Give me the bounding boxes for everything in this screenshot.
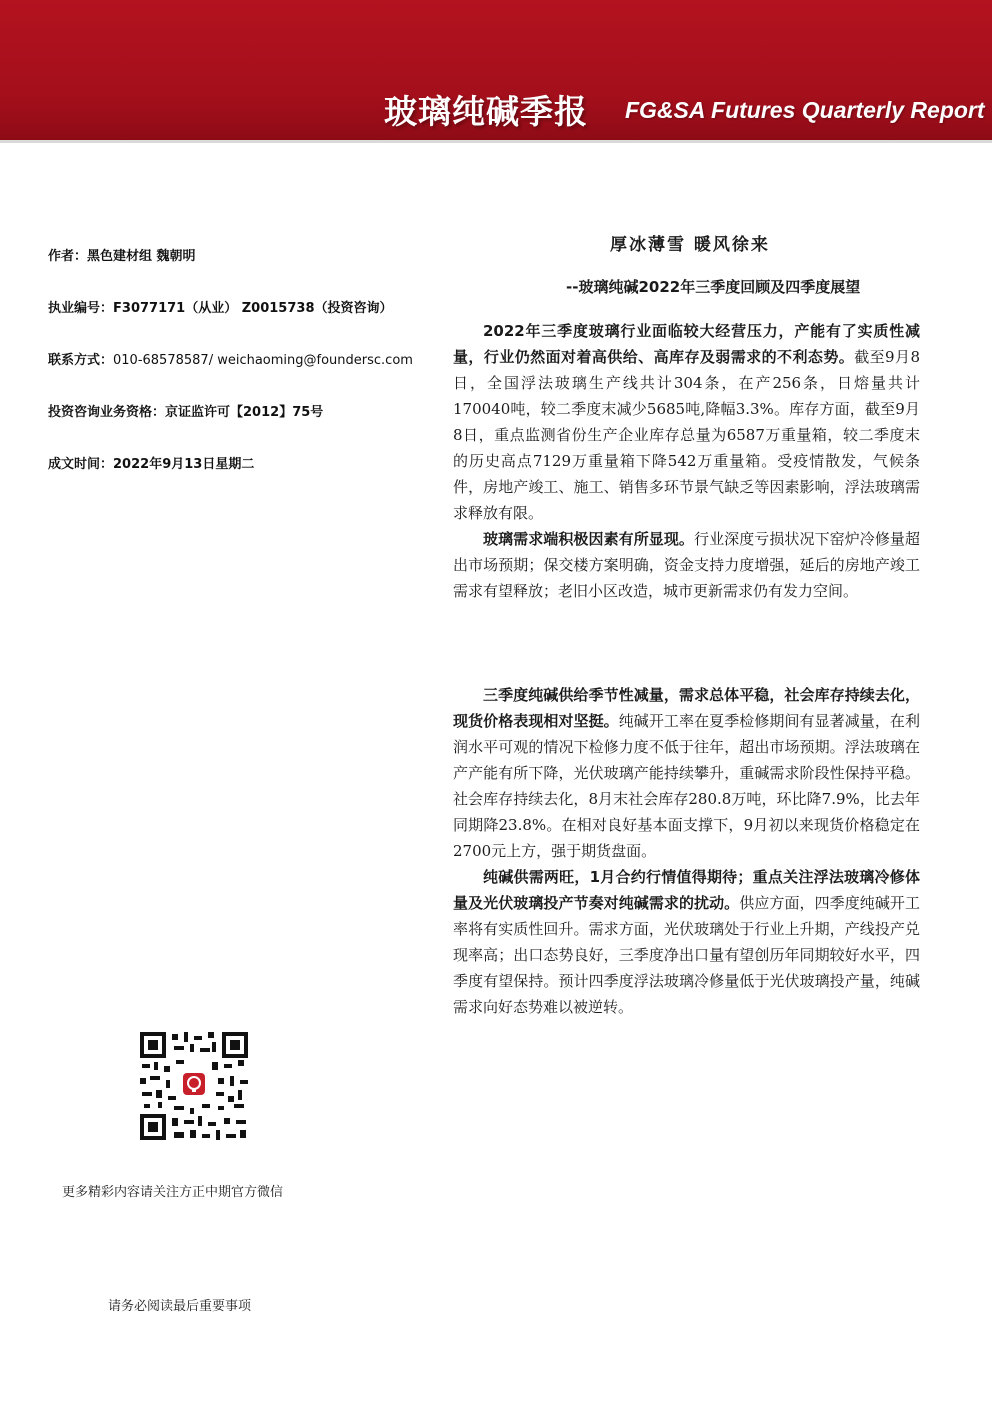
license-line [48,297,392,316]
qualification-line [48,401,323,420]
report-title-en: FG&SA Futures Quarterly Report [625,97,985,123]
license-label: 执业编号： [48,301,114,316]
author-value: 黑色建材组 魏朝明 [87,249,196,264]
article-title: 厚冰薄雪 暖风徐来 [610,235,770,255]
date-label: 成文时间： [48,457,114,472]
paragraph-lead: 玻璃需求端积极因素有所显现。 [483,530,694,548]
header-divider [0,140,992,143]
article-body-top [453,318,920,604]
date-line [48,453,254,472]
paragraph-text: 纯碱开工率在夏季检修期间有显著减量，在利润水平可观的情况下检修力度不低于往年，超出市场预期。浮法玻璃在产产能有所下降，光伏玻璃产能持续攀升，重碱需求阶段性保持平稳。社会库存持续去化，8月末社会库存280.8万吨，环比降7.9%，比去年同期降23.8%。在相对良好基本面支撑下，9月初以来现货价格稳定在2700元上方，强于期货盘面。 [453,712,920,860]
license-value: F3077171（从业） Z0015738（投资咨询） [113,301,393,316]
qualification-label: 投资咨询业务资格： [48,405,166,420]
qr-code-icon[interactable] [138,1030,250,1142]
contact-value: 010-68578587/ weichaoming@foundersc.com [113,353,413,368]
paragraph [453,526,920,604]
author-line [48,245,196,264]
paragraph-lead: 2022年三季度玻璃行业面临较大经营压力，产能有了实质性减量，行业仍然面对着高供给、高库存及弱需求的不利态势。 [453,322,920,366]
footer-notice: 请务必阅读最后重要事项 [108,1299,252,1314]
article-subtitle: --玻璃纯碱2022年三季度回顾及四季度展望 [566,278,861,296]
paragraph-lead: 三季度纯碱供给季节性减量，需求总体平稳，社会库存持续去化，现货价格表现相对坚挺。 [453,686,920,730]
paragraph [453,864,920,1020]
qr-caption: 更多精彩内容请关注方正中期官方微信 [62,1185,284,1200]
qualification-value: 京证监许可【2012】75号 [165,405,324,420]
paragraph-text: 供应方面，四季度纯碱开工率将有实质性回升。需求方面，光伏玻璃处于行业上升期，产线投产兑现率高；出口态势良好，三季度净出口量有望创历年同期较好水平，四季度有望保持。预计四季度浮法玻璃冷修量低于光伏玻璃投产量，纯碱需求向好态势难以被逆转。 [453,894,920,1016]
paragraph-lead: 纯碱供需两旺，1月合约行情值得期待；重点关注浮法玻璃冷修体量及光伏玻璃投产节奏对纯碱需求的扰动。 [453,868,920,912]
contact-label: 联系方式： [48,353,114,368]
author-label: 作者： [48,249,88,264]
paragraph-text: 行业深度亏损状况下窑炉冷修量超出市场预期；保交楼方案明确，资金支持力度增强，延后的房地产竣工需求有望释放；老旧小区改造，城市更新需求仍有发力空间。 [453,530,920,600]
paragraph-text: 截至9月8日，全国浮法玻璃生产线共计304条，在产256条，日熔量共计170040吨，较二季度末减少5685吨,降幅3.3%。库存方面，截至9月8日，重点监测省份生产企业库存总量为6587万重量箱，较二季度末的历史高点7129万重量箱下降542万重量箱。受疫情散发，气候条件，房地产竣工、施工、销售多环节景气缺乏等因素影响，浮法玻璃需求释放有限。 [453,348,920,522]
paragraph [453,682,920,864]
report-title-cn: 玻璃纯碱季报 [384,92,588,131]
article-body-bottom [453,682,920,1020]
contact-line [48,349,413,368]
date-value: 2022年9月13日星期二 [113,457,255,472]
paragraph [453,318,920,526]
